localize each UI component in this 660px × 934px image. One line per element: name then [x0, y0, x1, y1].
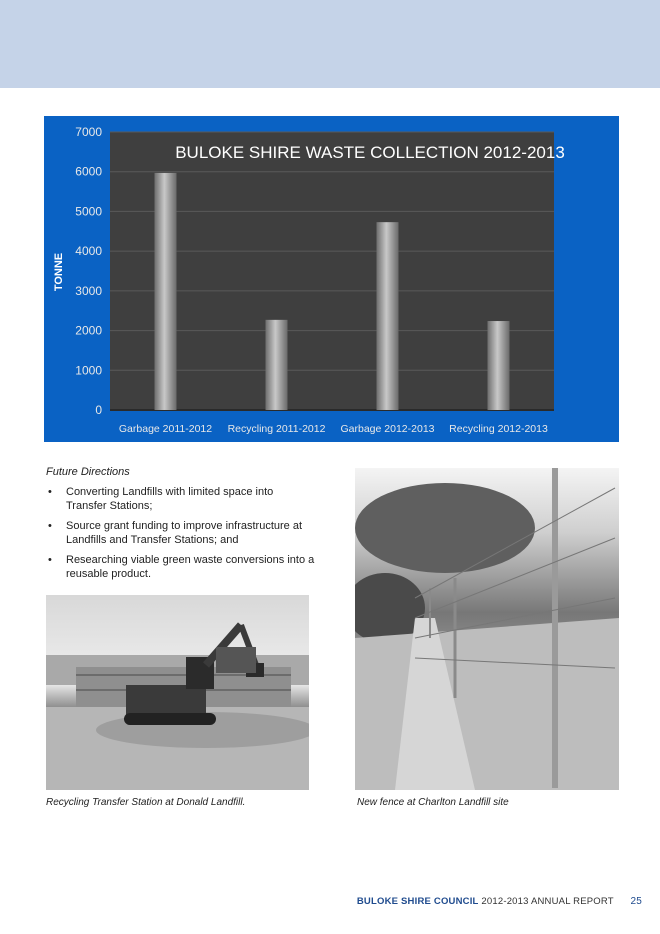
y-tick-label: 7000: [75, 125, 102, 139]
bar: [488, 321, 510, 410]
footer-report: 2012-2013 ANNUAL REPORT: [481, 896, 614, 907]
list-item: • Researching viable green waste conversions into a reusable product.: [46, 553, 316, 581]
fence-illustration: [355, 468, 619, 790]
waste-collection-chart: [44, 116, 619, 442]
y-tick-label: 1000: [75, 363, 102, 378]
fence-photo: [355, 468, 619, 790]
page-footer: [357, 896, 642, 907]
list-item: • Converting Landfills with limited space into Transfer Stations;: [46, 485, 316, 513]
y-tick-label: 0: [95, 403, 102, 417]
y-axis-label: TONNE: [53, 252, 65, 292]
future-directions-heading: Future Directions: [46, 466, 130, 478]
footer-org: BULOKE SHIRE COUNCIL: [356, 896, 479, 907]
left-photo-caption: Recycling Transfer Station at Donald Landfill.: [46, 797, 246, 808]
x-tick-label: Garbage 2012-2013: [340, 423, 435, 435]
x-tick-label: Recycling 2012-2013: [449, 423, 548, 435]
y-tick-label: 4000: [75, 244, 102, 259]
plot-area: [110, 132, 554, 410]
right-photo-caption: New fence at Charlton Landfill site: [357, 797, 509, 808]
y-tick-label: 6000: [75, 164, 102, 179]
x-tick-label: Garbage 2011-2012: [118, 423, 213, 435]
chart-svg: [44, 116, 619, 442]
bar: [266, 320, 288, 410]
y-tick-label: 2000: [75, 323, 102, 338]
x-tick-label: Recycling 2011-2012: [227, 423, 326, 435]
bar: [155, 173, 177, 410]
future-directions-list: [46, 485, 316, 587]
y-tick-label: 5000: [75, 204, 102, 219]
list-item: • Source grant funding to improve infrastructure at Landfills and Transfer Stations; and: [46, 519, 316, 547]
excavator-illustration: [46, 595, 309, 790]
y-tick-label: 3000: [75, 283, 102, 298]
bar: [377, 222, 399, 410]
excavator-photo: [46, 595, 309, 790]
chart-title: BULOKE SHIRE WASTE COLLECTION 2012-2013: [175, 143, 565, 162]
header-band: [0, 0, 660, 88]
page-number: 25: [630, 896, 642, 907]
